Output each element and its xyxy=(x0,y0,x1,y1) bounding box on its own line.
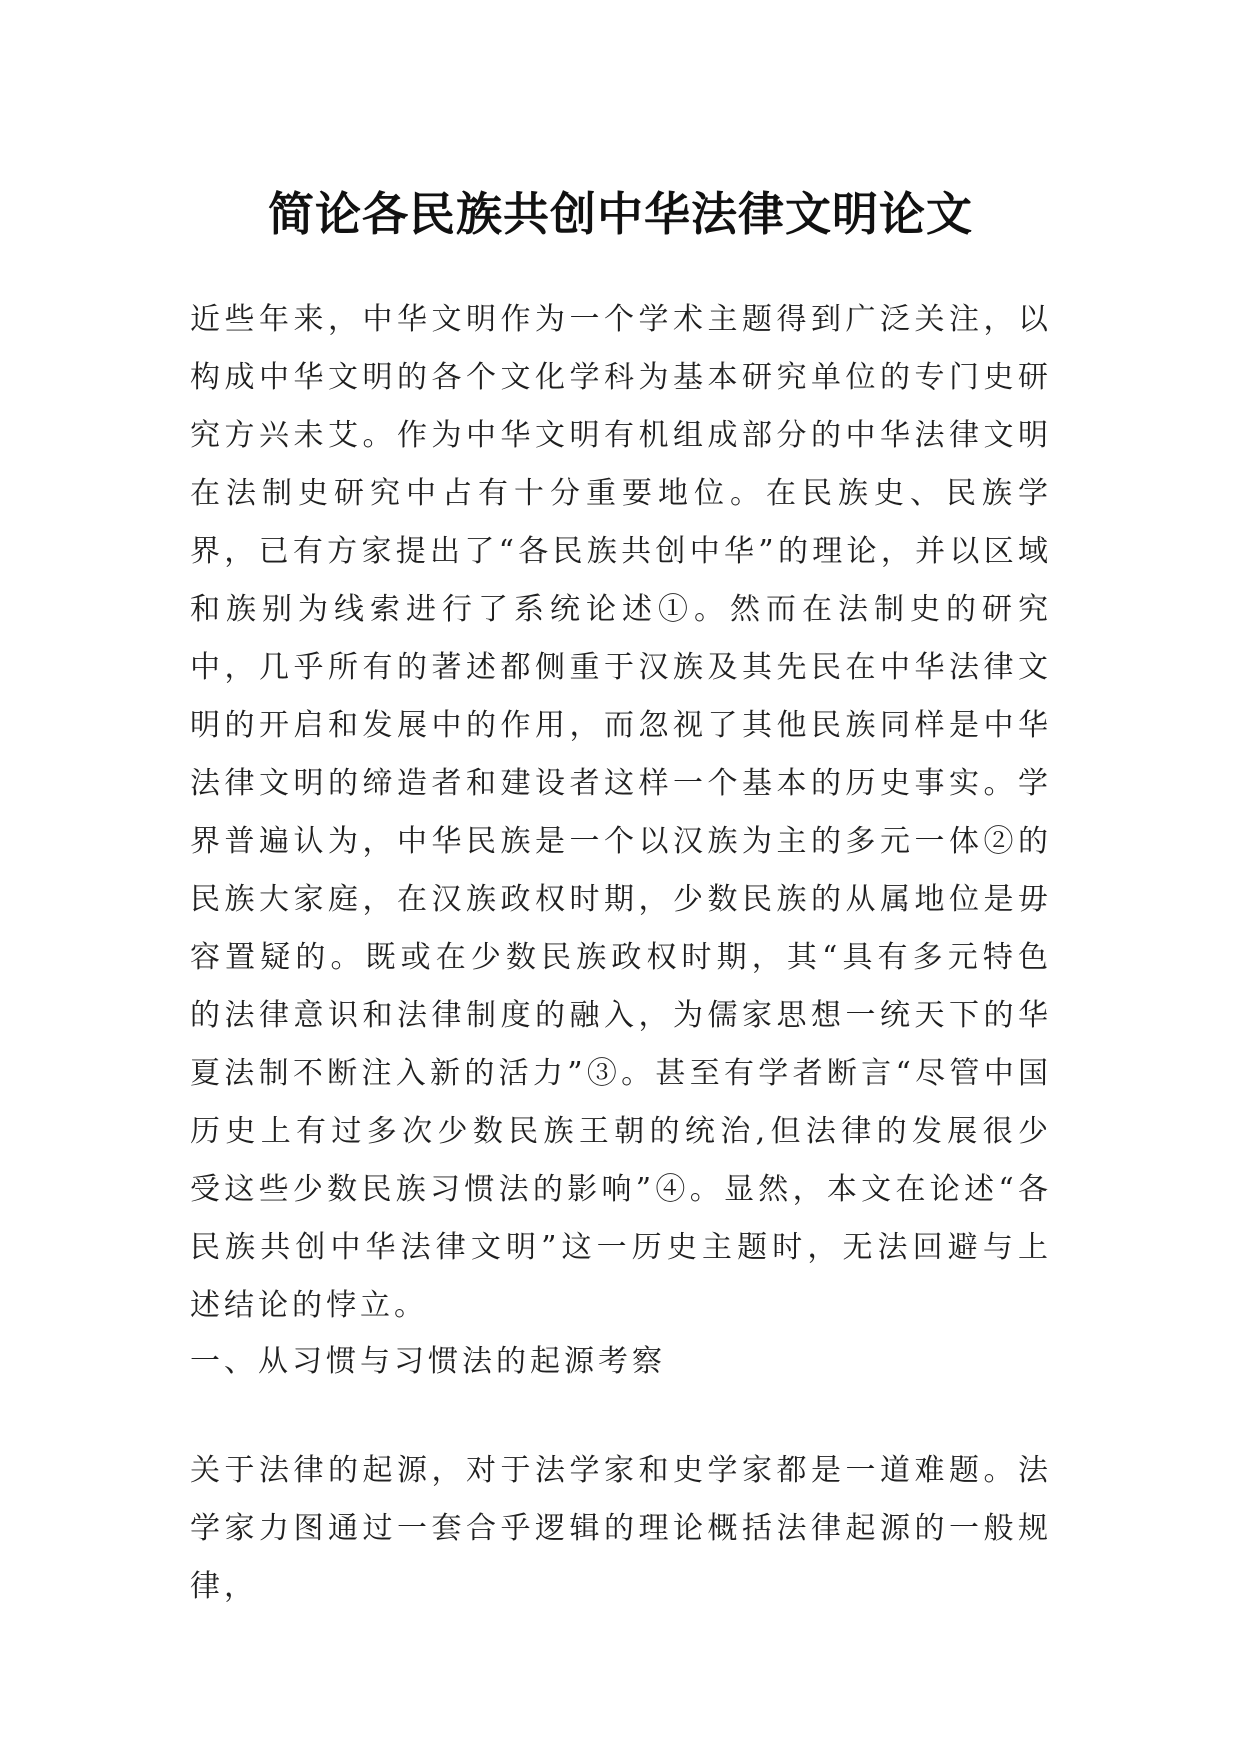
section-heading: 一、从习惯与习惯法的起源考察 xyxy=(190,1344,666,1379)
paragraph-intro: 近些年来，中华文明作为一个学术主题得到广泛关注，以构成中华文明的各个文化学科为基本研究单位的专门史研究方兴未艾。作为中华文明有机组成部分的中华法律文明在法制史研究中占有十分重要地位。在民族史、民族学界，已有方家提出了“各民族共创中华”的理论，并以区域和族别为线索进行了系统论述①。然而在法制史的研究中，几乎所有的著述都侧重于汉族及其先民在中华法律文明的开启和发展中的作用，而忽视了其他民族同样是中华法律文明的缔造者和建设者这样一个基本的历史事实。学界普遍认为，中华民族是一个以汉族为主的多元一体②的民族大家庭，在汉族政权时期，少数民族的从属地位是毋容置疑的。既或在少数民族政权时期，其“具有多元特色的法律意识和法律制度的融入，为儒家思想一统天下的华夏法制不断注入新的活力”③。甚至有学者断言“尽管中国历史上有过多次少数民族王朝的统治,但法律的发展很少受这些少数民族习惯法的影响”④。显然，本文在论述“各民族共创中华法律文明”这一历史主题时，无法回避与上述结论的悖立。 xyxy=(190,302,1052,1323)
paragraph-section-one: 关于法律的起源，对于法学家和史学家都是一道难题。法学家力图通过一套合乎逻辑的理论概括法律起源的一般规律， xyxy=(190,1453,1052,1604)
document-title: 简论各民族共创中华法律文明论文 xyxy=(268,186,973,241)
